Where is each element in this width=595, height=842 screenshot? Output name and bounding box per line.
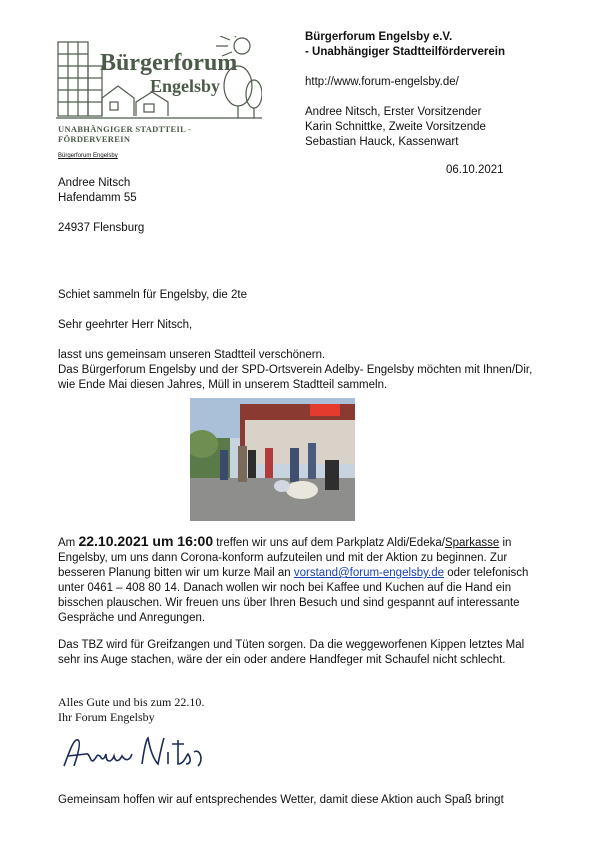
logo-name-line1: Bürgerforum — [100, 50, 238, 76]
intro-line-2: Das Bürgerforum Engelsby und der SPD-Ortsverein Adelby- Engelsby möchten mit Ihnen/Dir, wie Ende Mai diesen Jahres, Müll in unserem Stadtteil sammeln. — [58, 364, 533, 391]
org-name: Bürgerforum Engelsby e.V. — [305, 31, 453, 43]
sparkasse-link: Sparkasse — [444, 537, 500, 549]
recipient-street: Hafendamm 55 — [58, 192, 137, 204]
closing — [58, 695, 204, 725]
subject: Schiet sammeln für Engelsby, die 2te — [58, 289, 247, 301]
officer-2: Karin Schnittke, Zweite Vorsitzende — [305, 121, 486, 133]
closing-line-2: Ihr Forum Engelsby — [58, 710, 155, 724]
letter-date: 06.10.2021 — [446, 164, 504, 176]
closing-line-1: Alles Gute und bis zum 22.10. — [58, 695, 205, 709]
logo-graphic — [56, 36, 262, 126]
letter-body — [58, 288, 548, 408]
recipient-address — [58, 176, 144, 236]
event-text-a: treffen wir uns auf dem Parkplatz Aldi/Edeka/ — [213, 537, 445, 549]
org-block — [305, 30, 585, 150]
tbz-paragraph: Das TBZ wird für Greifzangen und Tüten sorgen. Da die weggeworfenen Kippen letztes Mal sehr ins Auge stachen, wäre der ein oder andere Handfeger mit Schaufel nicht schlecht. — [58, 639, 525, 666]
event-text-c: oder telefonisch unter 0461 – 408 80 14. Danach wollen wir noch bei Kaffee und Kuchen auf die Hand ein bisschen plauschen. Wir freuen uns über Ihren Besuch und sind gespannt auf interessante Gespräche und Anregungen. — [58, 567, 529, 624]
event-prefix: Am — [58, 537, 79, 549]
recipient-city: 24937 Flensburg — [58, 222, 145, 234]
sender-line: Bürgerforum Engelsby — [58, 153, 118, 159]
footer-text: Gemeinsam hoffen wir auf entsprechendes Wetter, damit diese Aktion auch Spaß bringt — [58, 794, 504, 806]
officer-1: Andree Nitsch, Erster Vorsitzender — [305, 106, 482, 118]
logo-name-line2: Engelsby — [150, 76, 221, 96]
org-subtitle: - Unabhängiger Stadtteilförderverein — [305, 46, 506, 58]
logo-caption: UNABHÄNGIGER STADTTEIL - FÖRDERVEREIN — [58, 124, 192, 144]
org-url[interactable]: http://www.forum-engelsby.de/ — [305, 76, 459, 88]
recipient-name: Andree Nitsch — [58, 177, 131, 189]
event-paragraph — [58, 534, 548, 626]
salutation: Sehr geehrter Herr Nitsch, — [58, 319, 193, 331]
event-datetime: 22.10.2021 um 16:00 — [78, 533, 214, 549]
intro-paragraph — [58, 348, 548, 393]
intro-line-1: lasst uns gemeinsam unseren Stadtteil verschönern. — [58, 349, 326, 361]
event-photo — [190, 398, 355, 521]
event-text-b: in Engelsby, um uns dann Corona-konform aufzuteilen und mit der Aktion zu beginnen. Zur besseren Planung bitten wir um kurze Mail an — [58, 537, 512, 579]
officer-3: Sebastian Hauck, Kassenwart — [305, 136, 459, 148]
signature-graphic — [60, 730, 210, 774]
email-link[interactable]: vorstand@forum-engelsby.de — [293, 567, 445, 579]
signature — [60, 730, 210, 774]
